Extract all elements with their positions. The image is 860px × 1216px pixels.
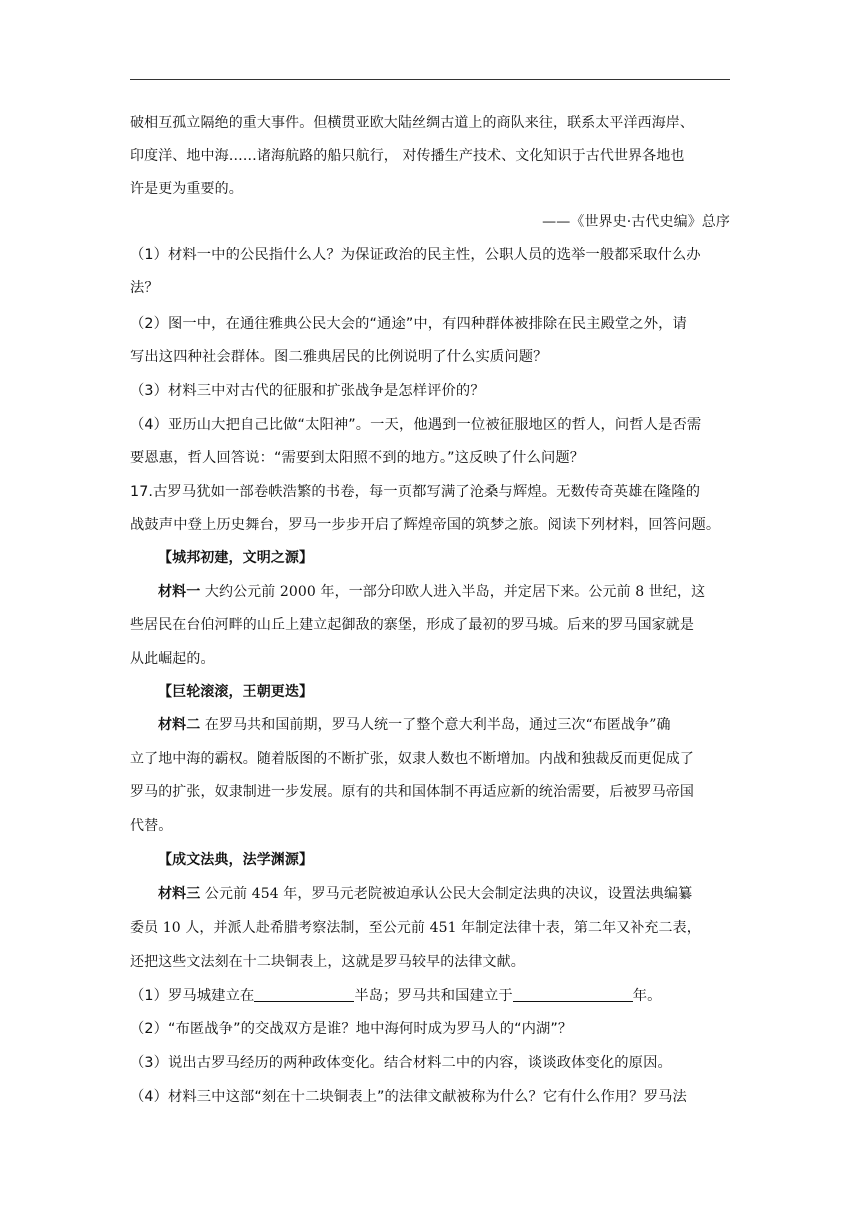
question-text: 年。 — [632, 988, 662, 1004]
answer-blank-year[interactable] — [513, 987, 633, 1002]
section-title: 【巨轮滚滚，王朝更迭】 — [158, 684, 314, 700]
material-2-line: 罗马的扩张，奴隶制进一步发展。原有的共和国体制不再适应新的统治需要，后被罗马帝国 — [130, 784, 694, 800]
material-2-line — [158, 715, 730, 735]
q17-item-2: （2）“布匿战争”的交战双方是谁？地中海何时成为罗马人的“内湖”？ — [130, 1021, 573, 1037]
q17-item-4: （4）材料三中这部“刻在十二块铜表上”的法律文献被称为什么？它有什么作用？罗马法 — [130, 1089, 687, 1105]
prev-material-line: 破相互孤立隔绝的重大事件。但横贯亚欧大陆丝绸古道上的商队来往，联系太平洋西海岸、 — [130, 115, 694, 131]
q16-item-3: （3）材料三中对古代的征服和扩张战争是怎样评价的？ — [130, 383, 485, 399]
prev-material-line: 印度洋、地中海……诸海航路的船只航行， 对传播生产技术、文化知识于古代世界各地也 — [130, 148, 685, 164]
q16-item-1-line: （1）材料一中的公民指什么人？为保证政治的民主性，公职人员的选举一般都采取什么办 — [130, 247, 701, 263]
q16-item-2-line: 写出这四种社会群体。图二雅典居民的比例说明了什么实质问题？ — [130, 349, 548, 365]
material-3-line — [158, 884, 730, 904]
q16-item-4-line: 要恩惠，哲人回答说：“需要到太阳照不到的地方。”这反映了什么问题？ — [130, 450, 585, 466]
q16-item-4-line: （4）亚历山大把自己比做“太阳神”。一天，他遇到一位被征服地区的哲人，问哲人是否需 — [130, 417, 702, 433]
q17-item-3: （3）说出古罗马经历的两种政体变化。结合材料二中的内容，谈谈政体变化的原因。 — [130, 1055, 672, 1071]
section-title: 【城邦初建，文明之源】 — [158, 550, 314, 566]
prev-material-line: 许是更为重要的。 — [130, 181, 243, 197]
material-1-line: 从此崛起的。 — [130, 651, 215, 667]
material-1-line — [158, 582, 730, 602]
material-2-line: 代替。 — [130, 818, 173, 834]
question-text: （1）罗马城建立在 — [130, 988, 255, 1004]
material-label: 材料二 — [158, 717, 201, 733]
material-label: 材料三 — [158, 886, 201, 902]
q16-item-1-line: 法？ — [130, 280, 159, 296]
material-text: 大约公元前 2000 年，一部分印欧人进入半岛，并定居下来。公元前 8 世纪，这 — [200, 584, 706, 600]
material-3-line: 委员 10 人，并派人赴希腊考察法制，至公元前 451 年制定法律十表，第二年又补充二表， — [130, 920, 701, 936]
material-3-line: 还把这些文法刻在十二块铜表上，这就是罗马较早的法律文献。 — [130, 954, 525, 970]
q17-item-1 — [130, 986, 730, 1006]
question-text: 半岛；罗马共和国建立于 — [354, 988, 513, 1004]
material-1-line: 些居民在台伯河畔的山丘上建立起御敌的寨堡，形成了最初的罗马城。后来的罗马国家就是 — [130, 617, 694, 633]
material-label: 材料一 — [158, 584, 201, 600]
section-title: 【成文法典，法学渊源】 — [158, 852, 314, 868]
q17-intro-line: 战鼓声中登上历史舞台，罗马一步步开启了辉煌帝国的筑梦之旅。阅读下列材料，回答问题。 — [130, 517, 721, 533]
material-2-line: 立了地中海的霸权。随着版图的不断扩张，奴隶人数也不断增加。内战和独裁反而更促成了 — [130, 751, 694, 767]
q16-item-2-line: （2）图一中，在通往雅典公民大会的“通途”中，有四种群体被排除在民主殿堂之外，请 — [130, 316, 687, 332]
answer-blank-peninsula[interactable] — [254, 987, 354, 1002]
header-rule — [130, 79, 730, 80]
material-text: 在罗马共和国前期，罗马人统一了整个意大利半岛，通过三次“布匿战争”确 — [200, 717, 671, 733]
q17-intro-line: 17.古罗马犹如一部卷帙浩繁的书卷，每一页都写满了沧桑与辉煌。无数传奇英雄在隆隆的 — [130, 484, 701, 500]
material-text: 公元前 454 年，罗马元老院被迫承认公民大会制定法典的决议，设置法典编纂 — [200, 886, 693, 902]
material-source: ——《世界史·古代史编》总序 — [542, 214, 730, 230]
